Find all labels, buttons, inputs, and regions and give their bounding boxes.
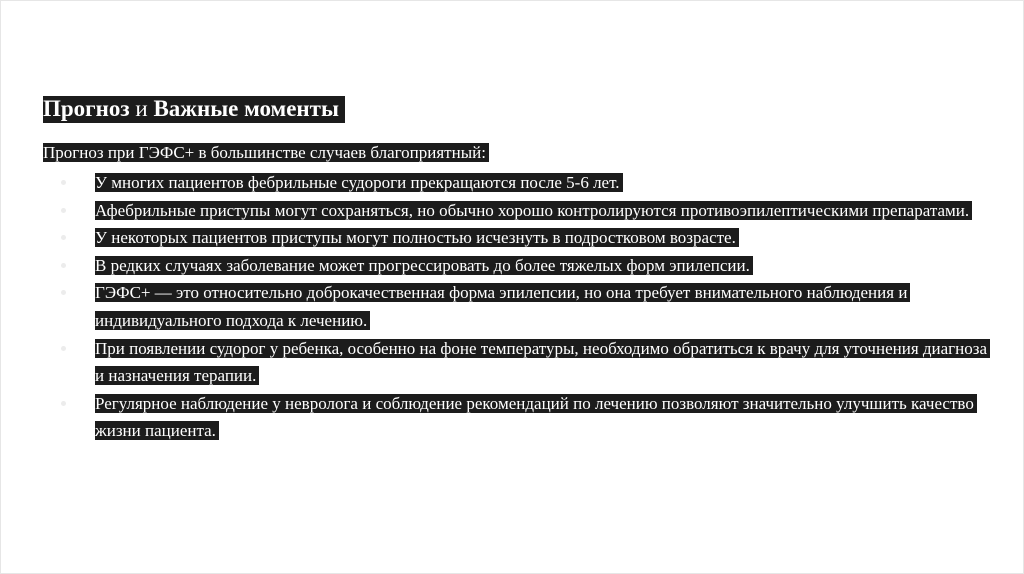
title-conjunction: и	[135, 96, 148, 121]
bullet-list	[43, 169, 993, 445]
intro-highlight: Прогноз при ГЭФС+ в большинстве случаев благоприятный:	[43, 143, 489, 162]
list-item	[43, 390, 993, 445]
bullet-dot-icon	[61, 401, 66, 406]
slide-title-highlight	[43, 96, 345, 123]
list-item	[43, 279, 993, 334]
slide-title	[43, 93, 345, 125]
list-item-text: Регулярное наблюдение у невролога и соблюдение рекомендаций по лечению позволяют значительно улучшить качество жизни пациента.	[95, 394, 977, 441]
list-item	[43, 335, 993, 390]
bullet-dot-icon	[61, 235, 66, 240]
list-item-text: При появлении судорог у ребенка, особенно на фоне температуры, необходимо обратиться к врачу для уточнения диагноза и назначения терапии.	[95, 339, 990, 386]
list-item-text: У многих пациентов фебрильные судороги прекращаются после 5-6 лет.	[95, 173, 623, 192]
list-item-text: ГЭФС+ — это относительно доброкачественная форма эпилепсии, но она требует внимательного наблюдения и индивидуального подхода к лечению.	[95, 283, 910, 330]
list-item-text: В редких случаях заболевание может прогрессировать до более тяжелых форм эпилепсии.	[95, 256, 753, 275]
bullet-dot-icon	[61, 346, 66, 351]
bullet-dot-icon	[61, 290, 66, 295]
list-item	[43, 224, 993, 252]
list-item	[43, 252, 993, 280]
bullet-dot-icon	[61, 263, 66, 268]
list-item	[43, 169, 993, 197]
list-item-text: У некоторых пациентов приступы могут полностью исчезнуть в подростковом возрасте.	[95, 228, 739, 247]
bullet-dot-icon	[61, 208, 66, 213]
intro-text	[43, 142, 489, 164]
list-item	[43, 197, 993, 225]
list-item-text: Афебрильные приступы могут сохраняться, но обычно хорошо контролируются противоэпилептическими препаратами.	[95, 201, 972, 220]
title-part-1: Прогноз	[43, 96, 130, 121]
title-part-2: Важные моменты	[153, 96, 339, 121]
bullet-dot-icon	[61, 180, 66, 185]
